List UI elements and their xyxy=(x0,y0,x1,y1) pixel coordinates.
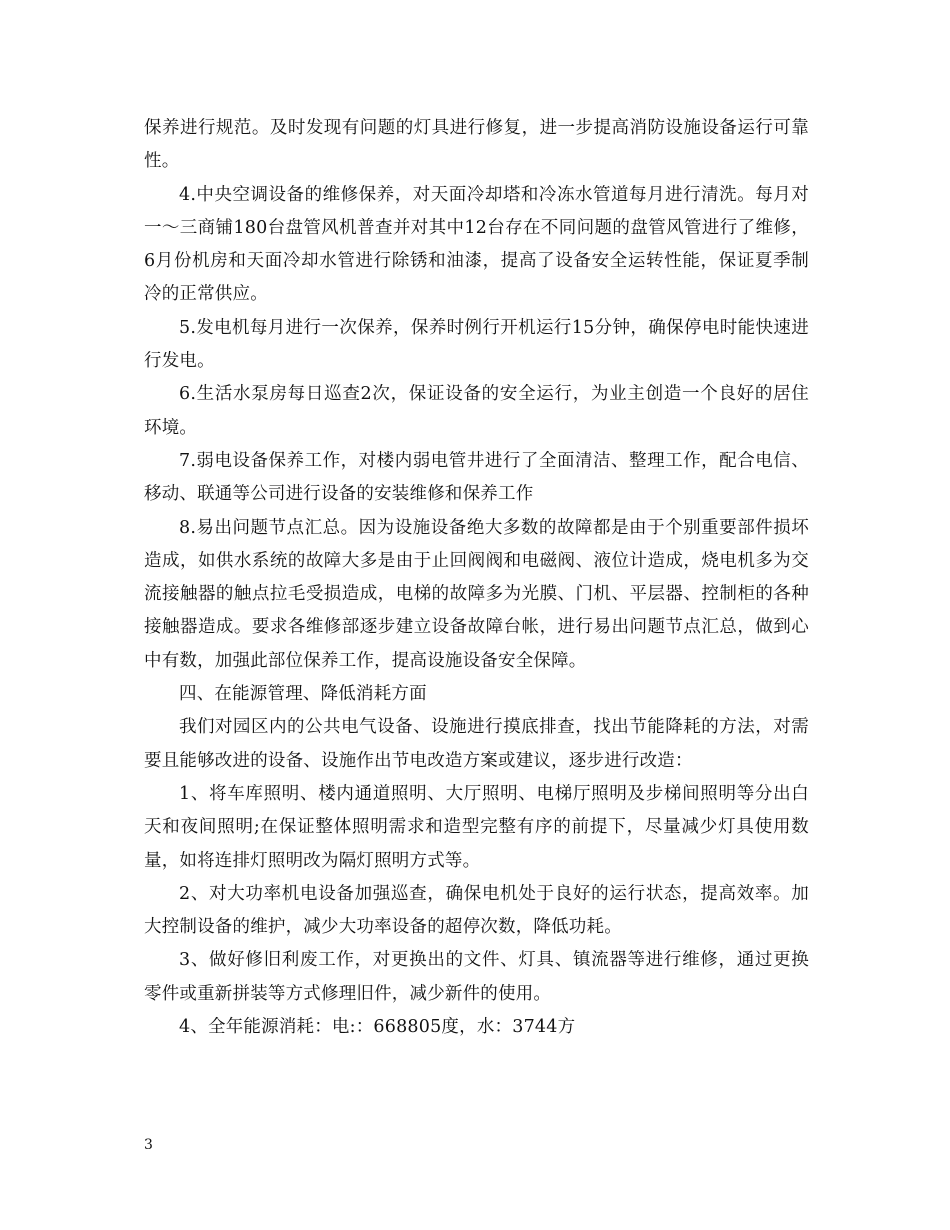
section-heading-energy: 四、在能源管理、降低消耗方面 xyxy=(179,684,427,705)
paragraph-fire-facility-continuation: 保养进行规范。及时发现有问题的灯具进行修复，进一步提高消防设施设备运行可靠性。 xyxy=(144,118,809,172)
paragraph-energy-item-2: 2、对大功率机电设备加强巡查，确保电机处于良好的运行状态，提高效率。加大控制设备的维护，减少大功率设备的超停次数，降低功耗。 xyxy=(144,883,809,938)
paragraph-item-7-low-voltage: 7.弱电设备保养工作，对楼内弱电管井进行了全面清洁、整理工作，配合电信、移动、联通等公司进行设备的安装维修和保养工作 xyxy=(144,450,809,505)
page-number: 3 xyxy=(144,1137,153,1153)
paragraph-energy-item-1: 1、将车库照明、楼内通道照明、大厅照明、电梯厅照明及步梯间照明等分出白天和夜间照明;在保证整体照明需求和造型完整有序的前提下，尽量减少灯具使用数量，如将连排灯照明改为隔灯照明方式等。 xyxy=(144,783,809,871)
paragraph-energy-item-3: 3、做好修旧利废工作，对更换出的文件、灯具、镇流器等进行维修，通过更换零件或重新拼装等方式修理旧件，减少新件的使用。 xyxy=(144,950,809,1004)
paragraph-item-4-central-ac: 4.中央空调设备的维修保养，对天面冷却塔和冷冻水管道每月进行清洗。每月对一～三商铺180台盘管风机普查并对其中12台存在不同问题的盘管风管进行了维修，6月份机房和天面冷却水管进行除锈和油漆，提高了设备安全运转性能，保证夏季制冷的正常供应。 xyxy=(144,184,809,305)
document-body xyxy=(144,112,809,1044)
paragraph-item-8-fault-summary: 8.易出问题节点汇总。因为设施设备绝大多数的故障都是由于个别重要部件损坏造成，如供水系统的故障大多是由于止回阀阀和电磁阀、液位计造成，烧电机多为交流接触器的触点拉毛受损造成，电梯的故障多为光膜、门机、平层器、控制柜的各种接触器造成。要求各维修部逐步建立设备故障台帐，进行易出问题节点汇总，做到心中有数，加强此部位保养工作，提高设施设备安全保障。 xyxy=(144,517,809,671)
paragraph-energy-item-4: 4、全年能源消耗：电:：668805度，水：3744方 xyxy=(179,1017,576,1038)
paragraph-energy-intro: 我们对园区内的公共电气设备、设施进行摸底排查，找出节能降耗的方法，对需要且能够改进的设备、设施作出节电改造方案或建议，逐步进行改造： xyxy=(144,717,809,771)
paragraph-item-5-generator: 5.发电机每月进行一次保养，保养时例行开机运行15分钟，确保停电时能快速进行发电。 xyxy=(144,317,809,372)
paragraph-item-6-water-pump: 6.生活水泵房每日巡查2次，保证设备的安全运行，为业主创造一个良好的居住环境。 xyxy=(144,384,809,438)
